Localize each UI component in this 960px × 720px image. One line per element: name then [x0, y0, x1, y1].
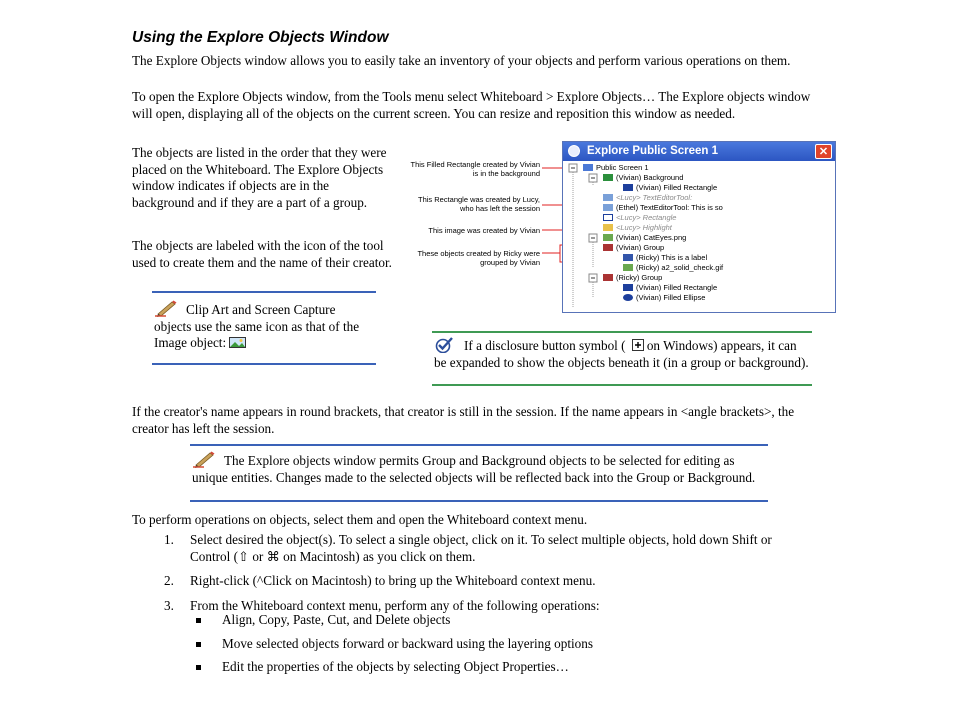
list-item: Edit the properties of the objects by selecting Object Properties…: [190, 659, 593, 676]
list-item: 1. Select desired the object(s). To select a single object, click on it. To select multiple objects, hold down Shift or Control (⇧ or ⌘ on Macintosh) as you click on them.: [164, 532, 772, 564]
list-item: 2. Right-click (^Click on Macintosh) to bring up the Whiteboard context menu.: [164, 573, 596, 588]
tip-disclosure: If a disclosure button symbol ( on Windows) appears, it can be expanded to show the objects beneath it (in a group or background).: [432, 331, 812, 386]
explore-objects-window[interactable]: [562, 141, 836, 313]
image-icon: [603, 234, 613, 241]
checkmark-icon: [434, 337, 454, 353]
tree-item[interactable]: (Vivian) Filled Rectangle: [623, 183, 717, 193]
brackets-paragraph: If the creator's name appears in round brackets, that creator is still in the session. If the name appears in <angle brackets>, the creator has left the session.: [132, 404, 795, 436]
tree-item[interactable]: (Ricky) Group: [603, 273, 662, 283]
filled-rectangle-icon: [623, 284, 633, 291]
tree-item[interactable]: <Lucy> Rectangle: [603, 213, 676, 223]
tip-group: The Explore objects window permits Group and Background objects to be selected for editing as unique entities. Changes made to the selected objects will be reflected back into the Group or Background.: [190, 444, 768, 502]
listed-order-paragraph: The objects are listed in the order that they were placed on the Whiteboard. The Explore Objects window indicates if objects are in the background and if they are a part of a group.: [132, 145, 387, 210]
callout-image: This image was created by Vivian: [428, 226, 540, 235]
group-icon: [603, 274, 613, 281]
intro-paragraph: The Explore Objects window allows you to easily take an inventory of your objects and perform various operations on them.: [132, 53, 791, 68]
list-item: 3. From the Whiteboard context menu, perform any of the following operations:: [164, 597, 600, 613]
tree-item[interactable]: (Vivian) Background: [603, 173, 683, 183]
page-title: Using the Explore Objects Window: [132, 29, 389, 46]
label-icon: [623, 254, 633, 261]
object-tree[interactable]: [563, 162, 835, 312]
window-title: Explore Public Screen 1: [587, 145, 719, 157]
tree-item[interactable]: (Vivian) CatEyes.png: [603, 233, 686, 243]
operations-bullets: [190, 612, 593, 683]
tree-item[interactable]: Public Screen 1: [583, 163, 649, 173]
image-object-icon: [229, 337, 246, 348]
tree-item[interactable]: <Lucy> TextEditorTool:: [603, 193, 692, 203]
tree-item[interactable]: (Vivian) Filled Rectangle: [623, 283, 717, 293]
text-tool-icon: [603, 204, 613, 211]
text-tool-icon: [603, 194, 613, 201]
tree-item[interactable]: (Ethel) TextEditorTool: This is so: [603, 203, 723, 213]
labeled-paragraph: The objects are labeled with the icon of the tool used to create them and the name of their creator.: [132, 238, 392, 270]
tree-item[interactable]: (Vivian) Filled Ellipse: [623, 293, 705, 303]
filled-ellipse-icon: [623, 294, 633, 301]
pencil-icon: [192, 450, 216, 468]
pencil-icon: [154, 299, 178, 317]
callout-filled-rectangle: This Filled Rectangle created by Vivian is in the background: [410, 160, 540, 178]
tree-item[interactable]: (Ricky) This is a label: [623, 253, 707, 263]
group-icon: [603, 244, 613, 251]
close-button[interactable]: ✕: [815, 144, 832, 159]
tree-item[interactable]: (Ricky) a2_solid_check.gif: [623, 263, 723, 273]
background-icon: [603, 174, 613, 181]
list-item: Move selected objects forward or backward using the layering options: [190, 636, 593, 653]
operations-intro: To perform operations on objects, select them and open the Whiteboard context menu.: [132, 512, 588, 527]
open-window-paragraph: To open the Explore Objects window, from the Tools menu select Whiteboard > Explore Objects… The Explore objects window will open, displaying all of the objects on the current screen. You can resize and reposition this window as needed.: [132, 89, 811, 121]
tip-clipart-text: Clip Art and Screen Capture objects use the same icon as that of the Image object:: [154, 302, 360, 350]
disclosure-plus-icon: [632, 339, 644, 351]
callout-rectangle-lucy: This Rectangle was created by Lucy, who has left the session: [417, 195, 540, 213]
filled-rectangle-icon: [623, 184, 633, 191]
app-icon: [568, 145, 580, 157]
list-item: Align, Copy, Paste, Cut, and Delete objects: [190, 612, 593, 629]
window-titlebar[interactable]: [563, 142, 835, 161]
tree-item[interactable]: <Lucy> Highlight: [603, 223, 672, 233]
rectangle-icon: [603, 214, 613, 221]
screen-icon: [583, 164, 593, 171]
image-icon: [623, 264, 633, 271]
callout-group: These objects created by Ricky were grouped by Vivian: [417, 249, 540, 267]
tree-item[interactable]: (Vivian) Group: [603, 243, 664, 253]
steps-list: [132, 532, 812, 614]
highlight-icon: [603, 224, 613, 231]
tip-clipart: [152, 291, 376, 365]
